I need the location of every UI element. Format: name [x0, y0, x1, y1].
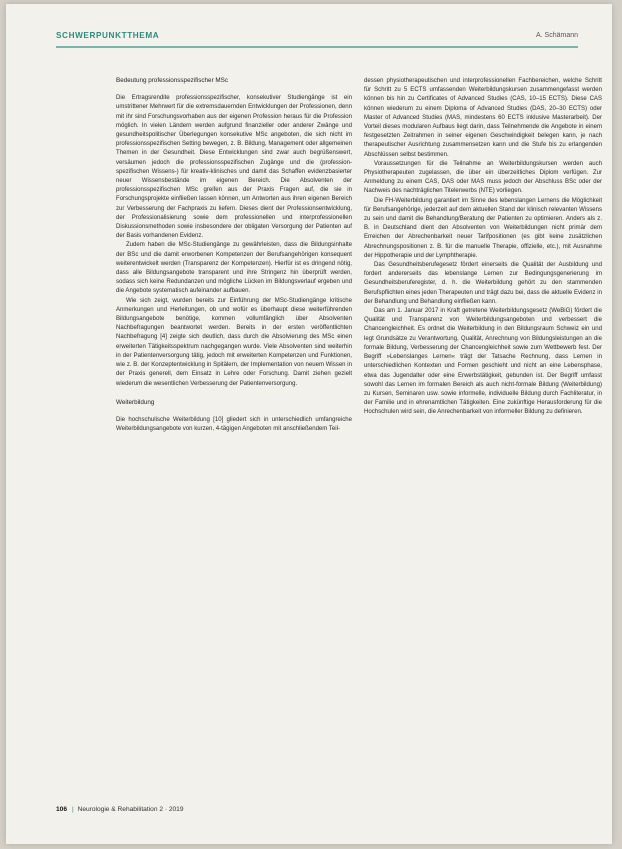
paragraph: Wie sich zeigt, wurden bereits zur Einführung der MSc-Studiengänge kritische Anmerkungen und Herleitungen, ob und wofür es überhaupt diese weiterführenden Bildungsangebote benötige, kommen vollumfänglich über Absolventen Nachbefragungen beantwortet werden. Bereits in der ersten veröffentlichten Nachbefragung [4] zeigte sich deutlich, dass durch die Absolvierung des MSc einen erweiterten Tätigkeitsspektrum nachgegangen wurde. Viele Absolventen sind weiterhin in der Patientenversorgung tätig, jedoch mit erweiterten Kompetenzen und Funktionen, wie z. B. der Konzeptentwicklung in Spitälern, der Implementation von neuem Wissen in der Praxis generell, dem Einsatz in Lehre oder Forschung. Damit ziehen gezielt wiederum die wesentlichen Verbesserung der Patientenversorgung.	[116, 297, 352, 387]
left-column	[116, 76, 352, 434]
page-footer	[56, 806, 184, 813]
footer-separator: |	[72, 806, 74, 813]
author-label: A. Schämann	[535, 32, 578, 39]
header-divider	[56, 46, 578, 48]
right-column	[364, 77, 602, 418]
paragraph: Zudem haben die MSc-Studiengänge zu gewährleisten, dass die Bildungsinhalte der BSc und die damit erworbenen Kompetenzen der Berufsangehörigen konsequent weiterentwickelt werden (Transparenz der Kompetenzen). Hierfür ist es dringend nötig, dass alle Bildungsangebote transparent und ihre Stringenz hin überprüft werden, sodass sich keine Redundanzen und mögliche Lücken im Bildungsverlauf ergeben und die Angebote systematisch aufeinander aufbauen.	[116, 242, 352, 295]
heading-msc: Bedeutung professionsspezifischer MSc	[116, 77, 229, 84]
section-label: SCHWERPUNKTTHEMA	[56, 31, 160, 40]
paragraph: Die FH-Weiterbildung garantiert im Sinne des lebenslangen Lernens die Möglichkeit für Berufsangehörige, jederzeit auf dem aktuellen Stand der klinisch relevanten Wissens zu sein und damit die Behandlung/Beratung der Patienten zu optimieren. Anders als z. B. in Deutschland dient den Absolventen von Weiterbildungen nicht primär dem Erreichen der Abrechenbarkeit neuer Tarifpositionen (es gibt keine zusätzlichen Abrechnungspositionen z. B. für die manuelle Therapie, offizielle, etc.), mit Ausnahme der Hippotherapie und der Lymphtherapie.	[364, 197, 602, 259]
paragraph: Die Ertragsrendite professionsspezifischer, konsekutiver Studiengänge ist ein umstrittener Mehrwert für die extremsdauernden Entwicklungen der Professionen, denn mit ihr sind Forschungsvorhaben aus der eigenen Profession heraus für die Profession möglich. In vielen Ländern werden aufgrund finanzieller oder anderer Zwänge und gesundheitspolitischer Überlegungen konsekutive MSc angeboten, die sich nicht im professionsspezifischen Setting bewegen, z. B. Bildung, Management oder allgemeinen Themen in der Gesundheit. Diese Entwicklungen sind zwar auch begrüßenswert, versäumen jedoch die professionsspezifischen Zugänge und die (profession-spezifischen Wissens-) für kreativ-klinisches und damit das Schaffen evidenzbasierter neuer Wissensbestände im eigenen Bereich. Die Absolventen der professionsspezifischen MSc greifen aus der Praxis Fragen auf, die sie in Forschungsprojekte einfließen lassen können, um Antworten aus ihren eigenen Bereich zur Verbesserung der Fachpraxis zu liefern. Dieses dient der Professionsentwicklung, der Professionalisierung sowie dem professionellen und interprofessionellen Diskussionsmethoden sowie insbesondere der obligaten Versorgung der Patienten auf der Basis vorhandenen Evidenz.	[116, 95, 352, 240]
paragraph: Das am 1. Januar 2017 in Kraft getretene Weiterbildungsgesetz (WeBiG) fördert die Qualität und Transparenz von Weiterbildungsangeboten und verbessert die Chancengleichheit. Es ordnet die Weiterbildung in den Bildungsraum Schweiz ein und legt Grundsätze zu Verantwortung, Qualität, Anrechnung von Bildungsleistungen an die formale Bildung, Verbesserung der Chancengleichheit sowie zum Wettbewerb fest. Der Begriff »Lebenslanges Lernen« trägt der Tatsache Rechnung, dass Lernen in unterschiedlichen Kontexten und Formen geschieht und nicht an eine Lebensphase, etwa das Jugendalter oder eine Erwerbstätigkeit, gebunden ist. Der Begriff umfasst sowohl das Lernen im formalen Bereich als auch nicht-formale Bildung (Weiterbildung) zu Kursen, Seminaren usw. sowie informelle, individuelle Bildung durch Fachliteratur, in der Familie und in ehrenamtlichen Tätigkeiten. Eine zukünftige Herausforderung für die Hochschulen wird sein, die Anrechenbarkeit von informeller Bildung zu definieren.	[364, 308, 602, 416]
journal-name: Neurologie & Rehabilitation 2 · 2019	[77, 806, 184, 813]
paragraph: Das Gesundheitsberufegesetz fördert einerseits die Qualität der Ausbildung und fordert andererseits das lebenslange Lernen zur Bedingungsgenerierung im Gesundheitsberuferegister, d. h. die Weiterbildung gehört zu den stammenden Berufspflichten eines jeden Therapeuten und trägt dazu bei, dass die aktuelle Evidenz in der Behandlung und Behandlung einfließen kann.	[364, 262, 602, 305]
paragraph: Die hochschulische Weiterbildung [10] gliedert sich in unterschiedlich umfangreiche Weiterbildungsangebote von kurzen, 4-tägigen Angeboten mit anschließendem Teil-	[116, 416, 352, 433]
paragraph: Voraussetzungen für die Teilnahme an Weiterbildungskursen werden auch Physiotherapeuten zugelassen, die über ein überzeitliches Diplom verfügen. Zur Anmeldung zu einem CAS, DAS oder MAS muss jedoch der Abschluss BSc oder der Nachweis des nachträglichen Titelerwerbs (NTE) vorliegen.	[364, 160, 602, 195]
running-header	[56, 31, 578, 45]
paragraph: dessen physiotherapeutischen und interprofessionellen Fachbereichen, welche Schritt für Schritt zu 5 ECTS umfassenden Weiterbildungskursen zusammengefasst werden können bis hin zu Certificates of Advanced Studies (CAS, 10–15 ECTS). Diese CAS können wiederum zu einem Diploma of Advanced Studies (DAS, 20–30 ECTS) oder Master of Advanced Studies (MAS, mindestens 60 ECTS inklusive Masterarbeit). Der Vorteil dieses modularen Aufbaus liegt darin, dass Teilnehmende die Angebote in einem festgesetzten Zeitrahmen in seiner eigenen Geschwindigkeit belegen kann, je nach therapeutischer Ausrichtung zusammensetzen kann und die Stufe bis zu erlangenden Abschlüssen selbst bestimmen.	[364, 78, 602, 158]
heading-weiterbildung: Weiterbildung	[116, 398, 155, 406]
page-number: 106	[56, 806, 68, 813]
